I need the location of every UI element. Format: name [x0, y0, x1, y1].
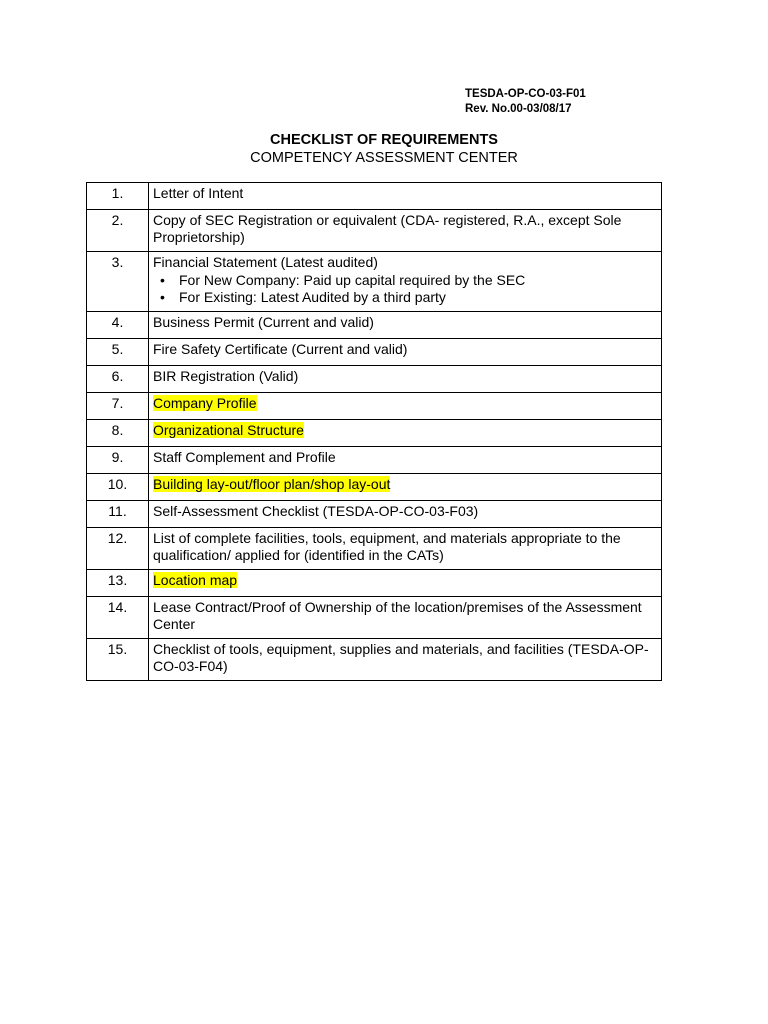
form-code: TESDA-OP-CO-03-F01	[465, 88, 586, 100]
highlighted-item-label: Organizational Structure	[153, 422, 304, 438]
table-row	[87, 252, 662, 312]
item-text	[149, 339, 662, 366]
sub-item-list	[153, 272, 657, 306]
item-label: List of complete facilities, tools, equipment, and materials appropriate to the qualification/ applied for (identified in the CATs)	[153, 530, 621, 563]
item-number: 4.	[87, 312, 149, 339]
item-number: 11.	[87, 501, 149, 528]
item-text	[149, 639, 662, 681]
title-block	[0, 131, 768, 167]
table-row	[87, 639, 662, 681]
table-row	[87, 474, 662, 501]
item-label: Checklist of tools, equipment, supplies and materials, and facilities (TESDA-OP-CO-03-F04)	[153, 641, 649, 674]
item-number: 9.	[87, 447, 149, 474]
item-label: Staff Complement and Profile	[153, 449, 336, 465]
table-row	[87, 393, 662, 420]
item-text	[149, 501, 662, 528]
item-text	[149, 570, 662, 597]
table-row	[87, 366, 662, 393]
item-number: 7.	[87, 393, 149, 420]
item-text	[149, 528, 662, 570]
highlighted-item-label: Company Profile	[153, 395, 257, 411]
page-subtitle: COMPETENCY ASSESSMENT CENTER	[250, 150, 518, 166]
item-number: 2.	[87, 210, 149, 252]
item-label: Self-Assessment Checklist (TESDA-OP-CO-03-F03)	[153, 503, 479, 519]
table-row	[87, 420, 662, 447]
item-label: Copy of SEC Registration or equivalent (CDA- registered, R.A., except Sole Proprietorship)	[153, 212, 622, 245]
item-text	[149, 210, 662, 252]
item-label: Letter of Intent	[153, 185, 244, 201]
table-row	[87, 528, 662, 570]
item-text	[149, 183, 662, 210]
item-number: 10.	[87, 474, 149, 501]
table-row	[87, 183, 662, 210]
item-text	[149, 393, 662, 420]
highlighted-item-label: Building lay-out/floor plan/shop lay-out	[153, 476, 391, 492]
item-number: 8.	[87, 420, 149, 447]
item-label: BIR Registration (Valid)	[153, 368, 299, 384]
item-text	[149, 366, 662, 393]
bullet-icon: •	[160, 289, 165, 305]
table-row	[87, 210, 662, 252]
item-label: Fire Safety Certificate (Current and valid)	[153, 341, 408, 357]
item-text	[149, 447, 662, 474]
requirements-table	[86, 182, 662, 681]
page-title: CHECKLIST OF REQUIREMENTS	[270, 132, 498, 148]
item-number: 3.	[87, 252, 149, 312]
document-code-block	[465, 87, 586, 117]
item-number: 1.	[87, 183, 149, 210]
item-number: 5.	[87, 339, 149, 366]
table-row	[87, 501, 662, 528]
item-label: Lease Contract/Proof of Ownership of the location/premises of the Assessment Center	[153, 599, 642, 632]
sub-item-label: For New Company: Paid up capital required by the SEC	[179, 272, 526, 288]
item-label: Financial Statement (Latest audited)	[153, 254, 378, 270]
table-row	[87, 570, 662, 597]
highlighted-item-label: Location map	[153, 572, 238, 588]
revision-number: Rev. No.00-03/08/17	[465, 103, 572, 115]
table-row	[87, 447, 662, 474]
item-number: 15.	[87, 639, 149, 681]
item-number: 14.	[87, 597, 149, 639]
table-row	[87, 597, 662, 639]
table-row	[87, 312, 662, 339]
item-text	[149, 474, 662, 501]
item-number: 12.	[87, 528, 149, 570]
item-text	[149, 252, 662, 312]
item-number: 6.	[87, 366, 149, 393]
sub-item	[160, 289, 657, 306]
item-number: 13.	[87, 570, 149, 597]
bullet-icon: •	[160, 272, 165, 288]
item-text	[149, 420, 662, 447]
table-row	[87, 339, 662, 366]
item-label: Business Permit (Current and valid)	[153, 314, 374, 330]
item-text	[149, 597, 662, 639]
sub-item-label: For Existing: Latest Audited by a third party	[179, 289, 446, 305]
item-text	[149, 312, 662, 339]
sub-item	[160, 272, 657, 289]
